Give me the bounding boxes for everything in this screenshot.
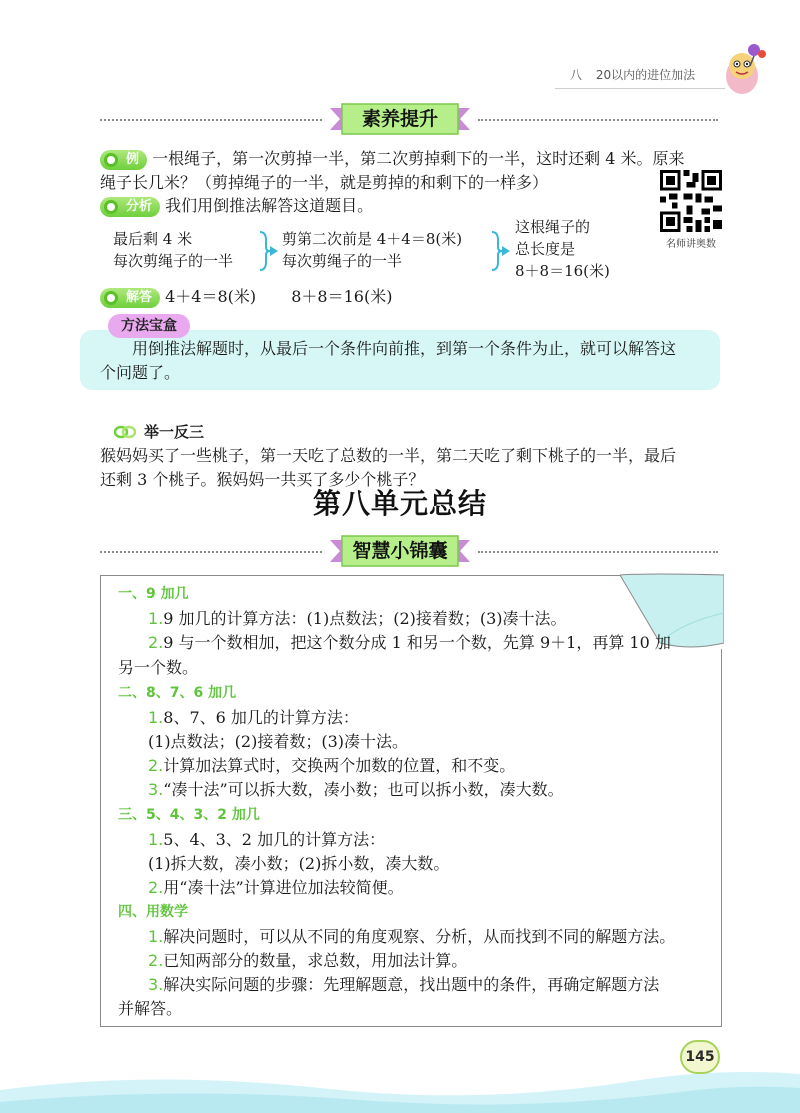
dotted-divider (100, 119, 322, 121)
method-line-2: 个问题了。 (100, 363, 181, 382)
category-4: 四、用数学 (118, 904, 188, 920)
page-number: 145 (680, 1040, 720, 1074)
practice-title: 举一反三 (144, 423, 205, 441)
section-title: 素养提升 (361, 108, 438, 130)
chapter-label: 20以内的进位加法 (595, 68, 696, 82)
summary-item: 2.已知两部分的数量，求总数，用加法计算。 (148, 951, 468, 970)
unit-label: 八 (570, 68, 583, 82)
qr-caption: 名师讲奥数 (666, 239, 716, 250)
dotted-divider (478, 119, 718, 121)
diagram-step-3: 这根绳子的 总长度是 8＋8＝16(米) (515, 218, 610, 280)
dotted-divider (100, 551, 322, 553)
category-2: 二、8、7、6 加几 (118, 685, 237, 701)
summary-item: 3.“凑十法”可以拆大数，凑小数；也可以拆小数，凑大数。 (148, 780, 564, 799)
example-tag: 例 (100, 150, 147, 170)
summary-item: 2.计算加法算式时，交换两个加数的位置，和不变。 (148, 756, 516, 775)
brace-arrow-icon (490, 230, 514, 272)
summary-item-cont: (1)拆大数，凑小数；(2)拆小数，凑大数。 (148, 854, 450, 873)
example-line-1: 例 一根绳子，第一次剪掉一半，第二次剪掉剩下的一半，这时还剩 4 米。原来 (100, 146, 725, 172)
summary-item: 2.用“凑十法”计算进位加法较简便。 (148, 878, 404, 897)
running-header (570, 66, 720, 83)
answer-line: 解答 4＋4＝8(米) 8＋8＝16(米) (100, 284, 725, 310)
summary-item-cont: 并解答。 (118, 999, 183, 1018)
header-rule (555, 88, 725, 89)
summary-item: 1.5、4、3、2 加几的计算方法： (148, 830, 386, 849)
category-1: 一、9 加几 (118, 586, 189, 602)
diagram-step-2: 剪第二次前是 4＋4＝8(米) 每次剪绳子的一半 (282, 230, 463, 270)
dotted-divider (478, 551, 718, 553)
unit-summary-title: 第八单元总结 (312, 487, 487, 520)
answer-tag: 解答 (100, 288, 160, 308)
summary-item: 2.9 与一个数相加，把这个数分成 1 和另一个数，先算 9＋1，再算 10 加 (148, 633, 671, 652)
method-line-1: 用倒推法解题时，从最后一个条件向前推，到第一个条件为止，就可以解答这 (132, 339, 677, 358)
practice-line-1: 猴妈妈买了一些桃子，第一天吃了总数的一半，第二天吃了剩下桃子的一半，最后 (100, 446, 677, 465)
summary-item-cont: 另一个数。 (118, 658, 199, 677)
analysis-tag: 分析 (100, 197, 160, 217)
summary-item: 1.解决问题时，可以从不同的角度观察、分析，从而找到不同的解题方法。 (148, 927, 676, 946)
summary-item: 3.解决实际问题的步骤：先理解题意，找出题中的条件，再确定解题方法 (148, 975, 660, 994)
diagram-step-1: 最后剩 4 米 每次剪绳子的一半 (113, 230, 234, 270)
brace-arrow-icon (258, 230, 282, 272)
analysis-line: 分析 我们用倒推法解答这道题目。 (100, 193, 645, 219)
summary-item-cont: (1)点数法；(2)接着数；(3)凑十法。 (148, 732, 408, 751)
summary-item: 1.8、7、6 加几的计算方法： (148, 708, 359, 727)
example-line-2: 绳子长几米？（剪掉绳子的一半，就是剪掉的和剩下的一样多） (100, 173, 549, 192)
cartoon-mascot-icon (712, 40, 772, 100)
method-tag: 方法宝盒 (108, 314, 190, 338)
practice-line-2: 还剩 3 个桃子。猴妈妈一共买了多少个桃子？ (100, 470, 425, 489)
qr-code-icon (660, 170, 722, 232)
category-3: 三、5、4、3、2 加几 (118, 807, 260, 823)
section-title-bar (0, 102, 800, 136)
link-icon (114, 425, 136, 439)
section-title: 智慧小锦囊 (352, 540, 448, 562)
section-title-bar (0, 534, 800, 568)
summary-item: 1.9 加几的计算方法：(1)点数法；(2)接着数；(3)凑十法。 (148, 609, 567, 628)
